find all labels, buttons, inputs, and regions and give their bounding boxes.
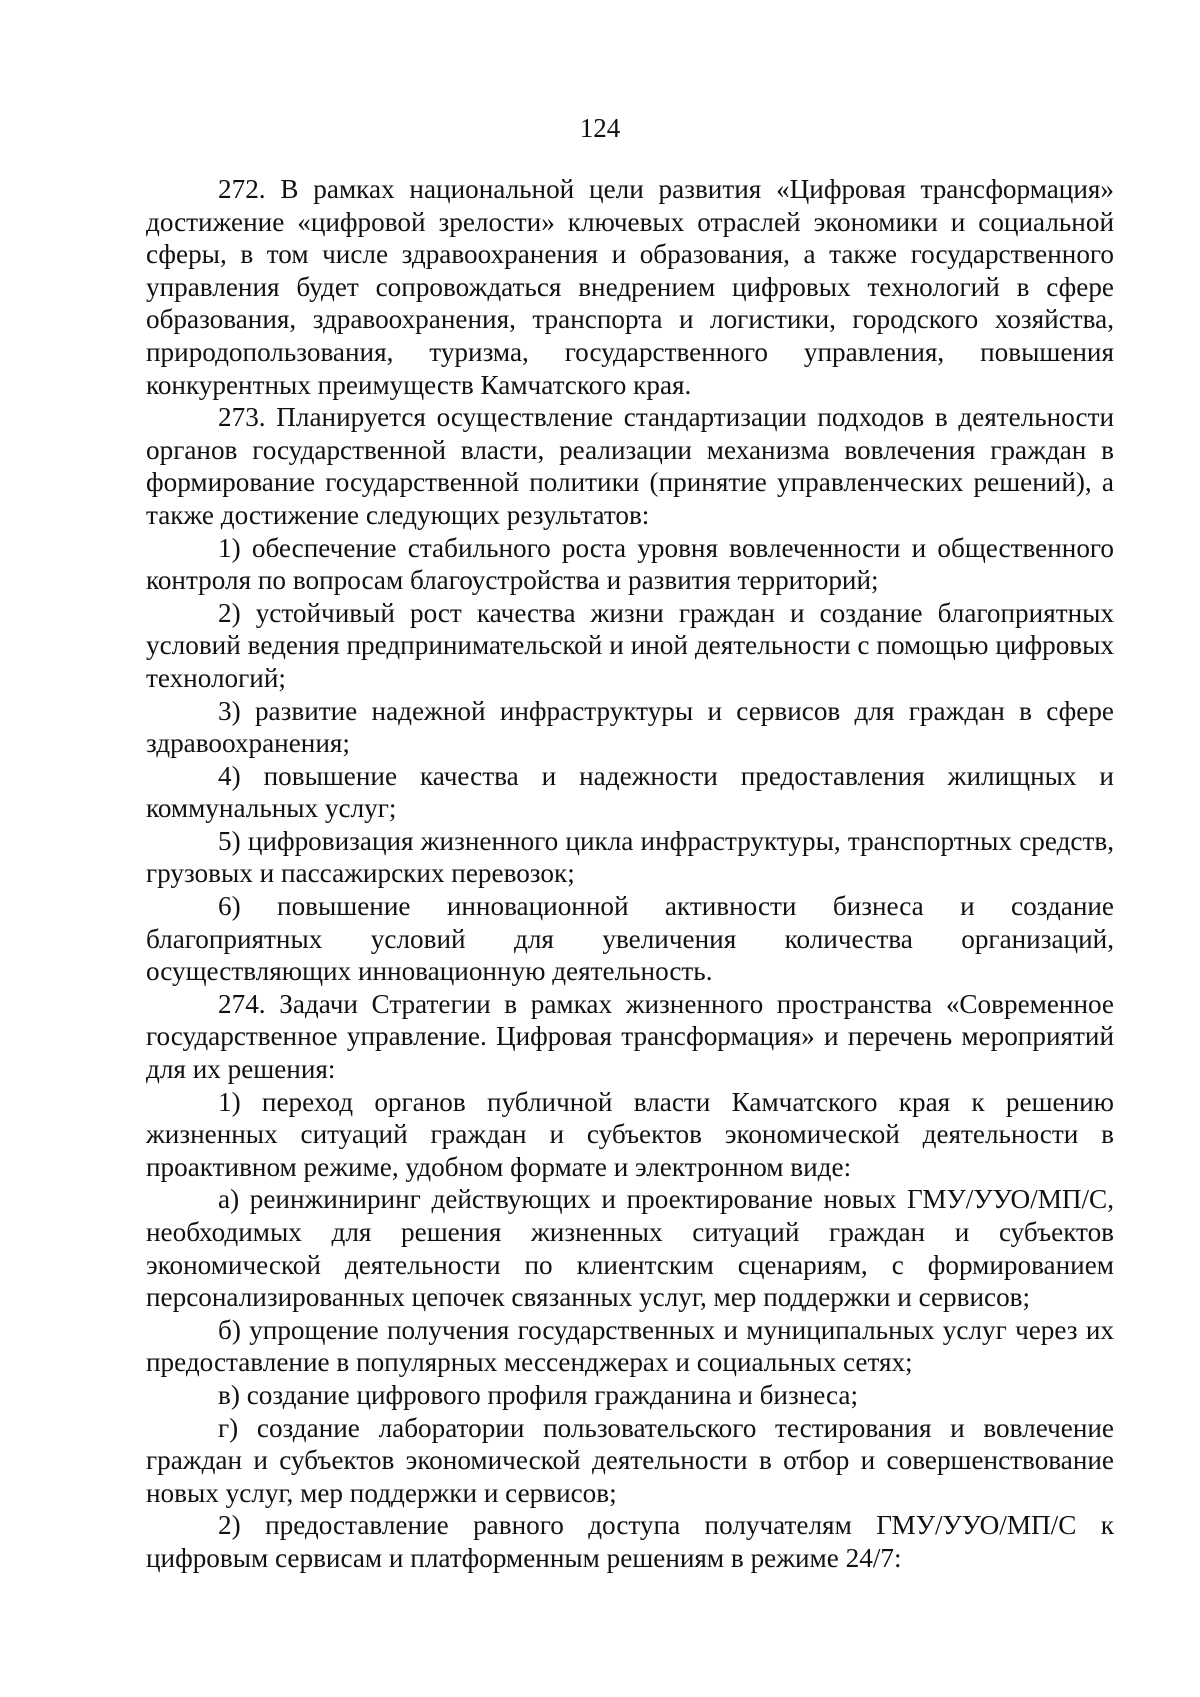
sub-item-274-1-v: в) создание цифрового профиля гражданина и бизнеса;	[218, 1379, 859, 1410]
sub-item-274-1-b: б) упрощение получения государственных и муниципальных услуг через их предоставление в популярных мессенджерах и социальных сетях;	[146, 1314, 1114, 1378]
paragraph-272: 272. В рамках национальной цели развития «Цифровая трансформация» достижение «цифровой зрелости» ключевых отраслей экономики и социальной сферы, в том числе здравоохранения и образования, а также государственного управления будет сопровождаться внедрением цифровых технологий в сфере образования, здравоохранения, транспорта и логистики, городского хозяйства, природопользования, туризма, государственного управления, повышения конкурентных преимуществ Камчатского края.	[146, 174, 1114, 400]
list-item-273-4: 4) повышение качества и надежности предоставления жилищных и коммунальных услуг;	[146, 760, 1114, 824]
list-item-273-1: 1) обеспечение стабильного роста уровня вовлеченности и общественного контроля по вопросам благоустройства и развития территорий;	[146, 532, 1114, 596]
list-item-273-5: 5) цифровизация жизненного цикла инфраструктуры, транспортных средств, грузовых и пассажирских перевозок;	[146, 825, 1114, 889]
list-item-273-2: 2) устойчивый рост качества жизни граждан и создание благоприятных условий ведения предпринимательской и иной деятельности с помощью цифровых технологий;	[146, 597, 1114, 693]
list-item-274-1: 1) переход органов публичной власти Камчатского края к решению жизненных ситуаций граждан и субъектов экономической деятельности в проактивном режиме, удобном формате и электронном виде:	[146, 1086, 1114, 1182]
list-item-273-6: 6) повышение инновационной активности бизнеса и создание благоприятных условий для увеличения количества организаций, осуществляющих инновационную деятельность.	[146, 891, 1114, 987]
document-body	[146, 173, 1114, 1575]
page-number: 124	[579, 113, 621, 143]
paragraph-273: 273. Планируется осуществление стандартизации подходов в деятельности органов государственной власти, реализации механизма вовлечения граждан в формирование государственной политики (принятие управленческих решений), а также достижение следующих результатов:	[146, 402, 1114, 530]
list-item-274-2: 2) предоставление равного доступа получателям ГМУ/УУО/МП/С к цифровым сервисам и платформенным решениям в режиме 24/7:	[146, 1510, 1114, 1573]
sub-item-274-1-g: г) создание лаборатории пользовательского тестирования и вовлечение граждан и субъектов экономической деятельности в отбор и совершенствование новых услуг, мер поддержки и сервисов;	[146, 1412, 1114, 1508]
paragraph-274: 274. Задачи Стратегии в рамках жизненного пространства «Современное государственное управление. Цифровая трансформация» и перечень мероприятий для их решения:	[146, 988, 1114, 1085]
list-item-273-3: 3) развитие надежной инфраструктуры и сервисов для граждан в сфере здравоохранения;	[146, 695, 1114, 759]
sub-item-274-1-a: а) реинжиниринг действующих и проектирование новых ГМУ/УУО/МП/С, необходимых для решения жизненных ситуаций граждан и субъектов экономической деятельности по клиентским сценариям, с формированием персонализированных цепочек связанных услуг, мер поддержки и сервисов;	[146, 1184, 1114, 1313]
